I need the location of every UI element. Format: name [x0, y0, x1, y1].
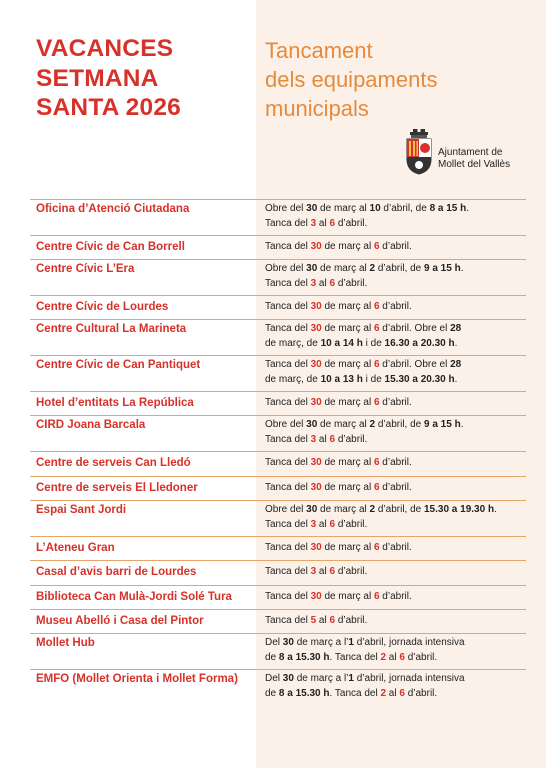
- schedule-text: i de: [362, 337, 385, 349]
- row-divider: [30, 415, 256, 416]
- schedule-text: d’abril.: [335, 277, 368, 289]
- schedule-text: d’abril.: [379, 541, 412, 553]
- schedule-text: de març al: [317, 504, 370, 515]
- schedule-line: [265, 277, 527, 292]
- schedule-text: 6: [373, 541, 380, 553]
- schedule-text: 10 a 14 h: [320, 337, 363, 349]
- facility-schedule: [265, 418, 527, 447]
- facility-schedule: [265, 322, 527, 351]
- facility-schedule: [265, 300, 527, 315]
- table-row: [0, 633, 546, 669]
- table-row: [0, 560, 546, 584]
- table-row: [0, 355, 546, 391]
- schedule-text: de març al: [321, 541, 374, 553]
- schedule-text: Tanca del: [265, 397, 311, 408]
- schedule-text: d’abril.: [404, 687, 438, 699]
- schedule-text: Tanca del: [265, 590, 311, 602]
- schedule-text: al: [386, 687, 400, 699]
- schedule-line: [265, 636, 527, 651]
- row-divider: [256, 295, 526, 296]
- schedule-text: de març a l’: [293, 673, 349, 685]
- schedule-text: d’abril. Obre el: [379, 323, 451, 335]
- schedule-text: de: [265, 687, 279, 699]
- row-divider: [30, 391, 256, 392]
- facility-schedule: [265, 614, 527, 629]
- schedule-text: 6: [373, 359, 380, 371]
- schedule-text: d’abril.: [379, 397, 412, 408]
- schedule-text: Del: [265, 673, 283, 685]
- facility-name: Centre Cívic de Can Borrell: [36, 240, 185, 253]
- schedule-text: 30: [310, 240, 322, 252]
- row-divider: [256, 235, 526, 236]
- schedule-text: 6: [329, 615, 336, 626]
- schedule-line: [265, 358, 527, 373]
- facility-schedule: [265, 456, 527, 471]
- table-row: [0, 536, 546, 560]
- schedule-text: 3: [310, 433, 317, 445]
- schedule-text: de març al: [321, 481, 374, 493]
- schedule-text: 6: [399, 687, 405, 699]
- schedule-text: d’abril.: [335, 615, 368, 626]
- row-divider: [256, 536, 526, 537]
- schedule-text: Tanca del: [265, 457, 311, 469]
- schedule-text: 2: [369, 504, 376, 515]
- schedule-line: [265, 240, 527, 255]
- schedule-text: .: [460, 263, 464, 275]
- row-divider: [30, 585, 256, 586]
- schedule-text: al: [316, 277, 330, 289]
- schedule-text: 6: [373, 397, 380, 408]
- schedule-text: 30: [306, 419, 318, 431]
- facility-schedule: [265, 202, 527, 231]
- schedule-text: 30: [282, 637, 294, 649]
- facility-name: Centre Cívic de Can Pantiquet: [36, 359, 201, 372]
- schedule-line: [265, 217, 527, 232]
- schedule-text: de març al: [321, 457, 374, 469]
- schedule-text: Tanca del: [265, 541, 311, 553]
- facility-schedule: [265, 565, 527, 580]
- facility-schedule: [265, 672, 527, 701]
- schedule-line: [265, 202, 527, 217]
- schedule-text: Tanca del: [265, 240, 311, 252]
- schedule-text: 30: [310, 359, 322, 371]
- schedule-line: [265, 418, 527, 433]
- facility-schedule: [265, 541, 527, 556]
- row-divider: [256, 415, 526, 416]
- schedule-text: Obre del: [265, 504, 307, 515]
- schedule-line: [265, 373, 527, 388]
- schedule-text: 30: [310, 323, 322, 335]
- schedule-text: Tanca del: [265, 481, 311, 493]
- schedule-text: 3: [310, 566, 317, 578]
- row-divider: [256, 355, 526, 356]
- schedule-text: d’abril, de: [375, 419, 424, 431]
- schedule-text: Obre del: [265, 263, 307, 275]
- row-divider: [30, 669, 256, 670]
- subtitle-line: municipals: [265, 96, 369, 121]
- schedule-text: 3: [310, 518, 317, 530]
- table-row: [0, 451, 546, 475]
- schedule-line: [265, 456, 527, 471]
- schedule-text: 10 a 13 h: [320, 373, 363, 385]
- schedule-text: 10: [369, 203, 381, 214]
- coat-of-arms-icon: [404, 129, 434, 175]
- row-divider: [30, 536, 256, 537]
- schedule-text: de març a l’: [293, 637, 349, 649]
- schedule-text: de març al: [317, 419, 370, 431]
- schedule-line: [265, 503, 527, 518]
- schedule-text: 28: [450, 359, 462, 371]
- schedule-text: 28: [450, 323, 462, 335]
- schedule-text: al: [316, 615, 330, 626]
- schedule-text: 30: [306, 504, 318, 515]
- schedule-text: .: [454, 373, 458, 385]
- schedule-text: d’abril, jornada intensiva: [353, 673, 465, 685]
- schedule-text: i de: [362, 373, 385, 385]
- facility-schedule: [265, 240, 527, 255]
- facility-name: Mollet Hub: [36, 637, 95, 650]
- schedule-text: de març, de: [265, 337, 321, 349]
- ajuntament-logo: [404, 129, 524, 175]
- schedule-text: 30: [310, 481, 322, 493]
- title-line: SETMANA: [36, 64, 159, 92]
- schedule-text: 30: [310, 301, 322, 312]
- row-divider: [256, 585, 526, 586]
- schedule-text: al: [316, 566, 330, 578]
- schedule-text: 6: [373, 301, 380, 312]
- schedule-line: [265, 614, 527, 629]
- schedule-text: 8 a 15.30 h: [278, 651, 330, 663]
- schedule-text: 6: [329, 433, 336, 445]
- schedule-text: de març al: [321, 397, 374, 408]
- row-divider: [30, 451, 256, 452]
- table-row: [0, 235, 546, 259]
- facility-schedule: [265, 396, 527, 411]
- schedule-text: 15.30 a 20.30 h: [384, 373, 455, 385]
- facility-name: Centre de serveis Can Lledó: [36, 457, 191, 470]
- schedule-line: [265, 262, 527, 277]
- schedule-text: .: [454, 337, 458, 349]
- schedule-text: 2: [369, 419, 376, 431]
- schedule-text: 6: [329, 277, 336, 289]
- schedule-line: [265, 481, 527, 496]
- table-row: [0, 500, 546, 536]
- schedule-text: 30: [310, 541, 322, 553]
- row-divider: [256, 633, 526, 634]
- schedule-text: 6: [329, 566, 336, 578]
- schedule-text: Del: [265, 637, 283, 649]
- schedule-text: 8 a 15 h: [429, 203, 467, 214]
- schedule-text: Tanca del: [265, 615, 311, 626]
- facility-name: L’Ateneu Gran: [36, 541, 115, 554]
- table-row: [0, 259, 546, 295]
- facility-name: Centre de serveis El Lledoner: [36, 481, 198, 494]
- schedule-text: 3: [310, 217, 317, 229]
- facility-schedule: [265, 262, 527, 291]
- row-divider: [256, 259, 526, 260]
- schedule-text: Tanca del: [265, 323, 311, 335]
- schedule-text: Tanca del: [265, 217, 311, 229]
- schedule-text: d’abril.: [379, 240, 412, 252]
- schedule-text: d’abril, jornada intensiva: [353, 637, 465, 649]
- facility-name: CIRD Joana Barcala: [36, 419, 146, 432]
- row-divider: [256, 199, 526, 200]
- schedule-line: [265, 518, 527, 533]
- schedule-text: d’abril.: [379, 590, 412, 602]
- facility-name: Centre Cultural La Marineta: [36, 323, 187, 336]
- schedule-line: [265, 672, 527, 687]
- schedule-text: .: [494, 504, 497, 515]
- schedule-line: [265, 651, 527, 666]
- schedule-text: 30: [282, 673, 294, 685]
- table-row: [0, 391, 546, 415]
- schedule-line: [265, 322, 527, 337]
- facility-name: Museu Abelló i Casa del Pintor: [36, 615, 204, 627]
- schedule-text: Tanca del: [265, 433, 311, 445]
- schedule-text: d’abril.: [335, 566, 368, 578]
- schedule-text: 15.30 a 19.30 h: [424, 504, 495, 515]
- schedule-text: de març al: [317, 263, 370, 275]
- schedule-text: 6: [329, 217, 336, 229]
- facility-schedule: [265, 358, 527, 387]
- schedule-text: 2: [380, 687, 387, 699]
- schedule-text: 16.30 a 20.30 h: [384, 337, 455, 349]
- schedule-text: de març al: [321, 590, 374, 602]
- schedule-text: d’abril.: [335, 433, 368, 445]
- schedule-text: . Tanca del: [329, 687, 381, 699]
- schedule-text: 30: [310, 590, 322, 602]
- table-row: [0, 669, 546, 705]
- schedule-text: 5: [310, 615, 317, 626]
- schedule-line: [265, 337, 527, 352]
- facility-schedule: [265, 590, 527, 605]
- schedule-text: 8 a 15.30 h: [278, 687, 330, 699]
- table-row: [0, 415, 546, 451]
- row-divider: [30, 633, 256, 634]
- schedule-text: . Tanca del: [329, 651, 381, 663]
- schedule-text: 3: [310, 277, 317, 289]
- schedule-text: 1: [348, 673, 354, 685]
- schedule-text: Obre del: [265, 419, 307, 431]
- row-divider: [30, 609, 256, 610]
- schedule-text: de març al: [321, 323, 374, 335]
- logo-text: [438, 147, 510, 171]
- schedule-text: Tanca del: [265, 277, 311, 289]
- schedule-text: d’abril.: [335, 518, 368, 530]
- table-row: [0, 609, 546, 633]
- row-divider: [30, 199, 256, 200]
- schedule-text: 6: [373, 323, 380, 335]
- subtitle-line: dels equipaments: [265, 67, 438, 92]
- facility-schedule: [265, 636, 527, 665]
- facility-name: Centre Cívic de Lourdes: [36, 301, 169, 313]
- row-divider: [30, 259, 256, 260]
- row-divider: [30, 560, 256, 561]
- schedule-line: [265, 590, 527, 605]
- row-divider: [256, 609, 526, 610]
- row-divider: [30, 476, 256, 477]
- logo-text-line: Ajuntament de: [438, 147, 503, 158]
- schedule-text: d’abril. Obre el: [379, 359, 451, 371]
- schedule-text: de març, de: [265, 373, 321, 385]
- schedule-line: [265, 300, 527, 315]
- subtitle-line: Tancament: [265, 38, 373, 63]
- schedule-text: 6: [373, 590, 380, 602]
- schedule-line: [265, 433, 527, 448]
- title-line: VACANCES: [36, 35, 174, 62]
- schedule-text: .: [466, 203, 470, 214]
- schedule-text: d’abril.: [335, 217, 368, 229]
- schedule-text: de març al: [321, 301, 374, 312]
- schedule-text: Tanca del: [265, 518, 311, 530]
- row-divider: [30, 500, 256, 501]
- row-divider: [256, 560, 526, 561]
- schedule-text: d’abril.: [404, 651, 438, 663]
- schedule-line: [265, 396, 527, 411]
- row-divider: [256, 391, 526, 392]
- row-divider: [30, 295, 256, 296]
- schedule-text: Tanca del: [265, 566, 311, 578]
- schedule-text: d’abril, de: [375, 504, 424, 515]
- schedule-text: 30: [310, 457, 322, 469]
- row-divider: [256, 451, 526, 452]
- facility-name: Hotel d’entitats La República: [36, 397, 194, 409]
- row-divider: [256, 500, 526, 501]
- logo-text-line: Mollet del Vallès: [438, 159, 511, 170]
- facility-name: Espai Sant Jordi: [36, 504, 127, 516]
- facility-schedule: [265, 503, 527, 532]
- schedule-text: 6: [373, 457, 380, 469]
- schedule-text: 6: [373, 481, 380, 493]
- schedule-text: 2: [369, 263, 376, 275]
- schedule-text: d’abril.: [379, 301, 412, 312]
- page-subtitle: [265, 36, 437, 123]
- schedule-text: al: [316, 518, 330, 530]
- table-row: [0, 319, 546, 355]
- schedule-line: [265, 565, 527, 580]
- schedule-text: .: [460, 419, 464, 431]
- facility-name: Oficina d’Atenció Ciutadana: [36, 203, 190, 215]
- schedule-text: 30: [306, 203, 318, 214]
- facility-name: EMFO (Mollet Orienta i Mollet Forma): [36, 673, 238, 686]
- facility-schedule: [265, 481, 527, 496]
- schedule-text: 9 a 15 h: [424, 263, 461, 275]
- schedule-text: 30: [310, 397, 322, 408]
- schedule-text: Tanca del: [265, 359, 311, 371]
- schedule-text: 30: [306, 263, 318, 275]
- schedule-text: 2: [380, 651, 387, 663]
- row-divider: [30, 319, 256, 320]
- title-line: SANTA 2026: [36, 94, 181, 121]
- facility-name: Centre Cívic L’Era: [36, 263, 135, 276]
- table-row: [0, 476, 546, 500]
- row-divider: [30, 355, 256, 356]
- schedule-text: d’abril, de: [375, 263, 424, 275]
- schedule-text: 6: [329, 518, 336, 530]
- row-divider: [256, 319, 526, 320]
- facility-name: Biblioteca Can Mulà-Jordi Solé Tura: [36, 590, 232, 603]
- schedule-text: de març al: [317, 203, 370, 214]
- schedule-text: de març al: [321, 240, 374, 252]
- schedule-line: [265, 687, 527, 702]
- schedule-text: 6: [373, 240, 380, 252]
- schedule-text: 9 a 15 h: [424, 419, 461, 431]
- page-title: [36, 34, 181, 123]
- schedule-text: al: [316, 217, 330, 229]
- table-row: [0, 585, 546, 609]
- row-divider: [30, 235, 256, 236]
- row-divider: [256, 476, 526, 477]
- schedule-text: al: [386, 651, 400, 663]
- schedule-line: [265, 541, 527, 556]
- row-divider: [256, 669, 526, 670]
- schedule-text: d’abril, de: [380, 203, 430, 214]
- table-row: [0, 199, 546, 235]
- schedule-text: 6: [399, 651, 405, 663]
- facility-name: Casal d’avis barri de Lourdes: [36, 566, 197, 579]
- schedule-text: Obre del: [265, 203, 307, 214]
- schedule-text: 1: [348, 637, 354, 649]
- schedule-text: de: [265, 651, 279, 663]
- schedule-text: Tanca del: [265, 301, 311, 312]
- table-row: [0, 295, 546, 319]
- schedule-text: al: [316, 433, 330, 445]
- schedule-text: d’abril.: [379, 457, 412, 469]
- schedule-text: d’abril.: [379, 481, 412, 493]
- schedule-text: de març al: [321, 359, 374, 371]
